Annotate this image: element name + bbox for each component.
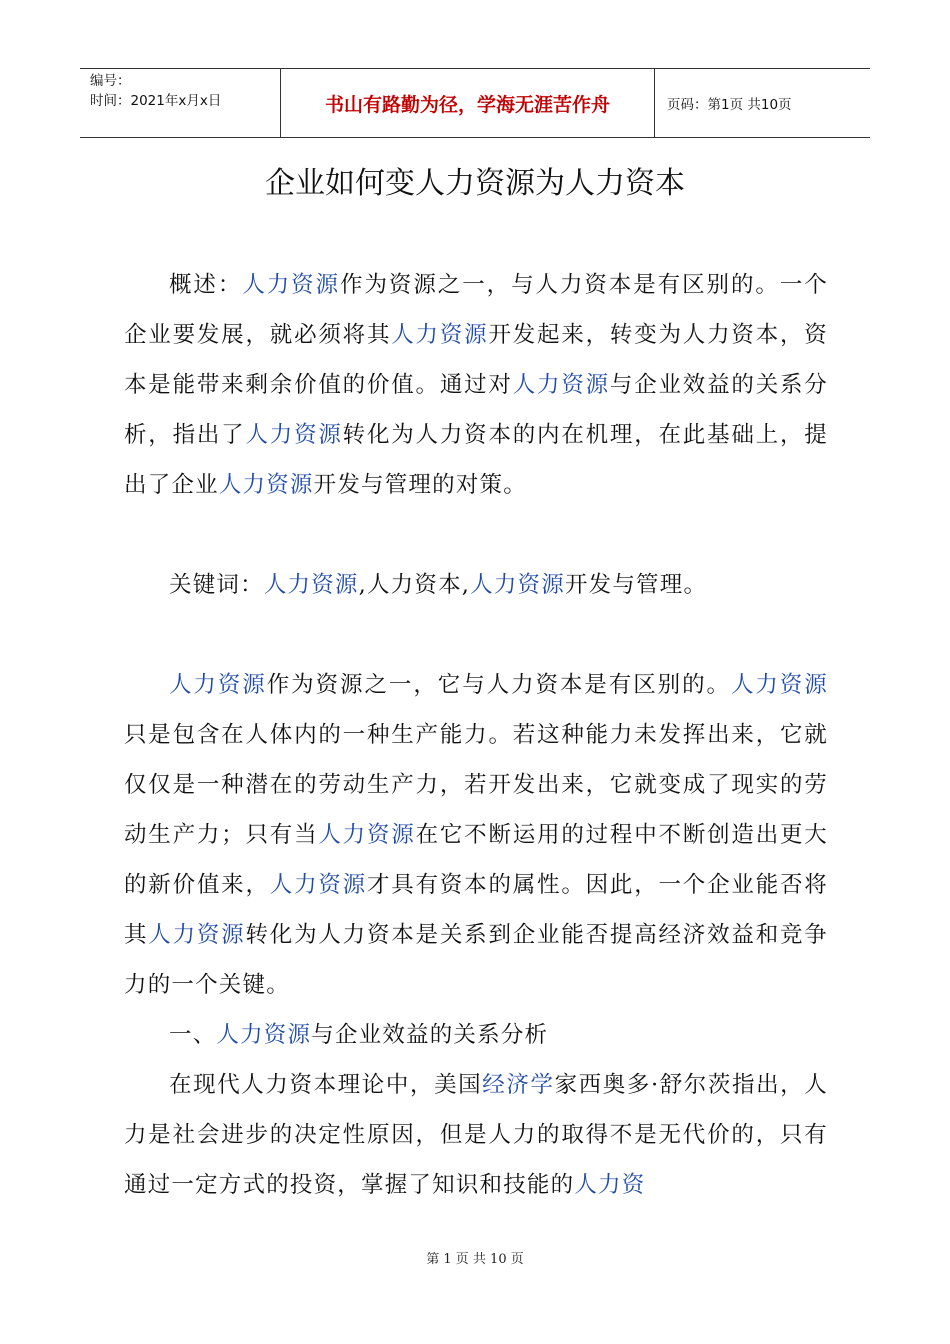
hr-link[interactable]: 人力资源 — [263, 572, 359, 598]
text-run: 与企业效益的关系分析 — [311, 1022, 549, 1048]
text-run: 与企业效益的关系分析，指出了 — [124, 372, 828, 448]
page-header — [80, 68, 870, 138]
body-paragraph — [124, 1060, 828, 1210]
abstract-paragraph — [124, 260, 828, 510]
body-paragraph — [124, 660, 828, 1010]
economics-link[interactable]: 经济学 — [482, 1072, 555, 1098]
header-page-info: 页码：第1页 共10页 — [667, 97, 792, 113]
hr-link[interactable]: 人力资源 — [242, 272, 341, 298]
text-run: 转化为人力资本的内在机理，在此基础上，提出了企业 — [124, 422, 828, 498]
spacer — [124, 610, 828, 660]
header-meta — [80, 69, 281, 137]
document-body — [124, 260, 828, 1210]
hr-link[interactable]: 人力资源 — [148, 922, 246, 948]
text-run: 在现代人力资本理论中，美国 — [169, 1072, 483, 1098]
hr-link[interactable]: 人力资源 — [470, 572, 565, 598]
text-run: 开发与管理。 — [564, 572, 708, 598]
hr-link[interactable]: 人力资源 — [391, 322, 489, 348]
hr-link[interactable]: 人力资源 — [169, 672, 267, 698]
hr-link[interactable]: 人力资源 — [318, 822, 416, 848]
section-heading — [124, 1010, 828, 1060]
text-run: ,人力资本, — [358, 572, 471, 598]
text-run: 作为资源之一，与人力资本是有区别的。一个企业要发展，就必须将其 — [124, 272, 828, 348]
hr-link[interactable]: 人力资源 — [216, 1022, 312, 1048]
hr-link[interactable]: 人力资源 — [218, 472, 314, 498]
text-run: 家西奥多·舒尔茨指出，人力是社会进步的决定性原因，但是人力的取得不是无代价的，只有通过一定方式的投资，掌握了知识和技能的 — [124, 1072, 828, 1198]
keywords-paragraph — [124, 560, 828, 610]
keywords-label: 关键词： — [169, 572, 264, 598]
section-number: 一、 — [169, 1022, 217, 1048]
hr-link[interactable]: 人力资源 — [730, 672, 828, 698]
abstract-label: 概述： — [169, 272, 243, 298]
hr-link[interactable]: 人力资源 — [245, 422, 343, 448]
time-label: 时间：2021年x月x日 — [90, 93, 222, 109]
text-run: 转化为人力资本是关系到企业能否提高经济效益和竞争力的一个关键。 — [124, 922, 828, 998]
spacer — [124, 510, 828, 560]
header-motto: 书山有路勤为径，学海无涯苦作舟 — [281, 69, 655, 137]
page-footer: 第 1 页 共 10 页 — [426, 1252, 524, 1267]
text-run: 作为资源之一，它与人力资本是有区别的。 — [266, 672, 731, 698]
hr-link[interactable]: 人力资源 — [512, 372, 610, 398]
number-label: 编号： — [90, 73, 131, 89]
document-title: 企业如何变人力资源为人力资本 — [265, 166, 685, 201]
hr-link[interactable]: 人力资 — [574, 1172, 646, 1198]
text-run: 开发与管理的对策。 — [313, 472, 527, 498]
text-run: 只是包含在人体内的一种生产能力。若这种能力未发挥出来，它就仅仅是一种潜在的劳动生产力，若开发出来，它就变成了现实的劳动生产力；只有当 — [124, 722, 828, 848]
text-run: 才具有资本的属性。因此，一个企业能否将其 — [124, 872, 828, 948]
text-run: 开发起来，转变为人力资本，资本是能带来剩余价值的价值。通过对 — [124, 322, 828, 398]
hr-link[interactable]: 人力资源 — [269, 872, 367, 898]
text-run: 在它不断运用的过程中不断创造出更大的新价值来， — [124, 822, 828, 898]
